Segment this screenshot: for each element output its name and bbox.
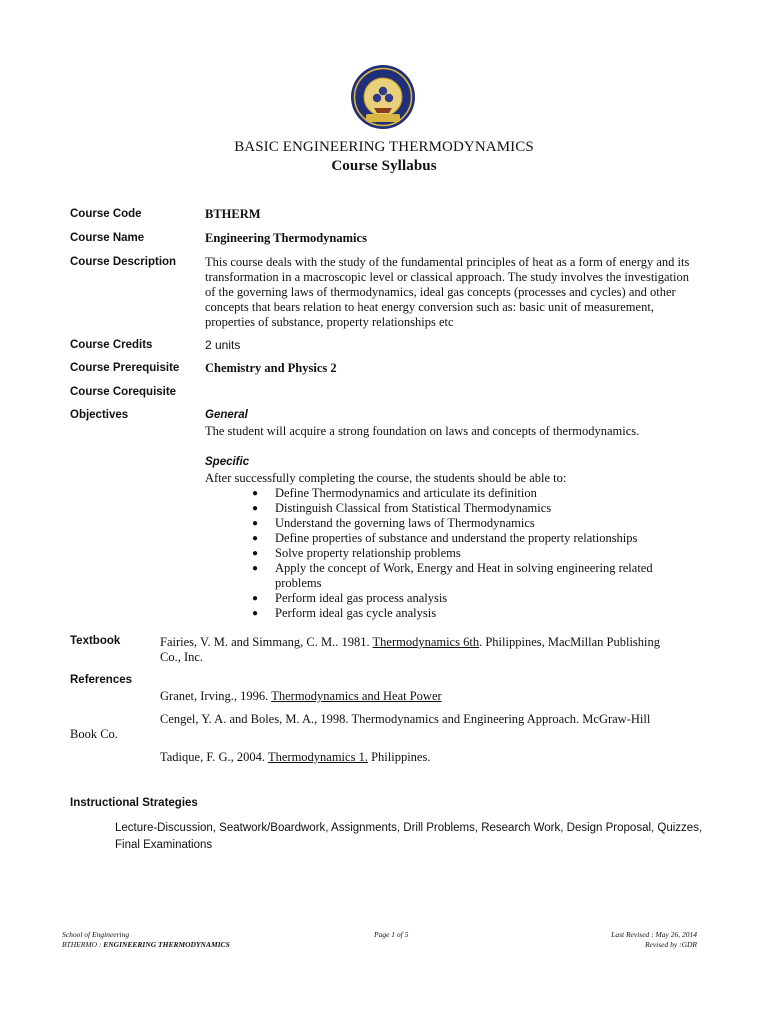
course-prerequisite-value: Chemistry and Physics 2 <box>205 361 337 375</box>
references-label: References <box>70 674 133 686</box>
bullet-icon: ● <box>252 533 259 544</box>
list-item: ● Perform ideal gas process analysis <box>252 591 448 605</box>
general-heading: General <box>205 409 248 421</box>
list-item: ● Solve property relationship problems <box>252 546 461 560</box>
document-subtitle: Course Syllabus <box>331 158 437 174</box>
reference-3: Tadique, F. G., 2004. Thermodynamics 1. Philippines. <box>160 750 431 764</box>
footer-page-number: Page 1 of 5 <box>374 930 409 939</box>
list-item: ● Distinguish Classical from Statistical Thermodynamics <box>252 501 552 515</box>
course-description-label: Course Description <box>70 256 177 268</box>
list-item: ● Define Thermodynamics and articulate its definition <box>252 486 537 500</box>
bullet-icon: ● <box>252 548 259 559</box>
textbook-citation: Fairies, V. M. and Simmang, C. M.. 1981. Thermodynamics 6th. Philippines, MacMillan Publishing Co., Inc. <box>160 635 661 664</box>
list-item: ● Apply the concept of Work, Energy and Heat in solving engineering related problems <box>252 561 653 590</box>
college-seal-logo <box>350 64 416 130</box>
course-corequisite-label: Course Corequisite <box>70 386 177 398</box>
document-title: BASIC ENGINEERING THERMODYNAMICS <box>234 139 534 155</box>
textbook-label: Textbook <box>70 635 121 647</box>
course-name-value: Engineering Thermodynamics <box>205 231 367 245</box>
reference-1: Granet, Irving., 1996. Thermodynamics and Heat Power <box>160 689 442 703</box>
specific-heading: Specific <box>205 456 250 468</box>
list-item: ● Define properties of substance and understand the property relationships <box>252 531 638 545</box>
reference-2-line2: Book Co. <box>70 727 118 741</box>
specific-intro-text: After successfully completing the course, the students should be able to: <box>205 471 567 485</box>
course-code-value: BTHERM <box>205 207 261 221</box>
specific-objectives-list <box>205 486 665 621</box>
bullet-icon: ● <box>252 608 259 619</box>
footer-right: Last Revised : May 26, 2014 Revised by :GDR <box>611 930 697 949</box>
textbook-title: Thermodynamics 6th <box>372 635 480 649</box>
bullet-icon: ● <box>252 488 259 499</box>
instructional-strategies-label: Instructional Strategies <box>70 797 198 809</box>
bullet-icon: ● <box>252 593 259 604</box>
reference-2-line1: Cengel, Y. A. and Boles, M. A., 1998. Thermodynamics and Engineering Approach. McGraw-Hill <box>160 712 651 726</box>
bullet-icon: ● <box>252 518 259 529</box>
footer-left: School of Engineering BTHERMO : ENGINEERING THERMODYNAMICS <box>62 930 230 949</box>
course-name-label: Course Name <box>70 232 145 244</box>
bullet-icon: ● <box>252 563 259 574</box>
list-item: ● Understand the governing laws of Thermodynamics <box>252 516 535 530</box>
instructional-strategies-text: Lecture-Discussion, Seatwork/Boardwork, Assignments, Drill Problems, Research Work, Design Proposal, Quizzes, Final Examinations <box>115 822 703 851</box>
course-code-label: Course Code <box>70 208 142 220</box>
course-credits-label: Course Credits <box>70 339 153 351</box>
bullet-icon: ● <box>252 503 259 514</box>
course-credits-value: 2 units <box>205 338 241 352</box>
list-item: ● Perform ideal gas cycle analysis <box>252 606 437 620</box>
objectives-label: Objectives <box>70 409 129 421</box>
course-prerequisite-label: Course Prerequisite <box>70 362 180 374</box>
course-description-text: This course deals with the study of the fundamental principles of heat as a form of energy and its transformation in a macroscopic level or classical approach. The study involves the investigation of the governing laws of thermodynamics, ideal gas concepts (processes and cycles) and other concepts that bears relation to heat energy conversion such as: basic unit of measurement, properties of substance, property relationships etc <box>205 255 690 329</box>
general-objective-text: The student will acquire a strong foundation on laws and concepts of thermodynamics. <box>205 424 640 438</box>
